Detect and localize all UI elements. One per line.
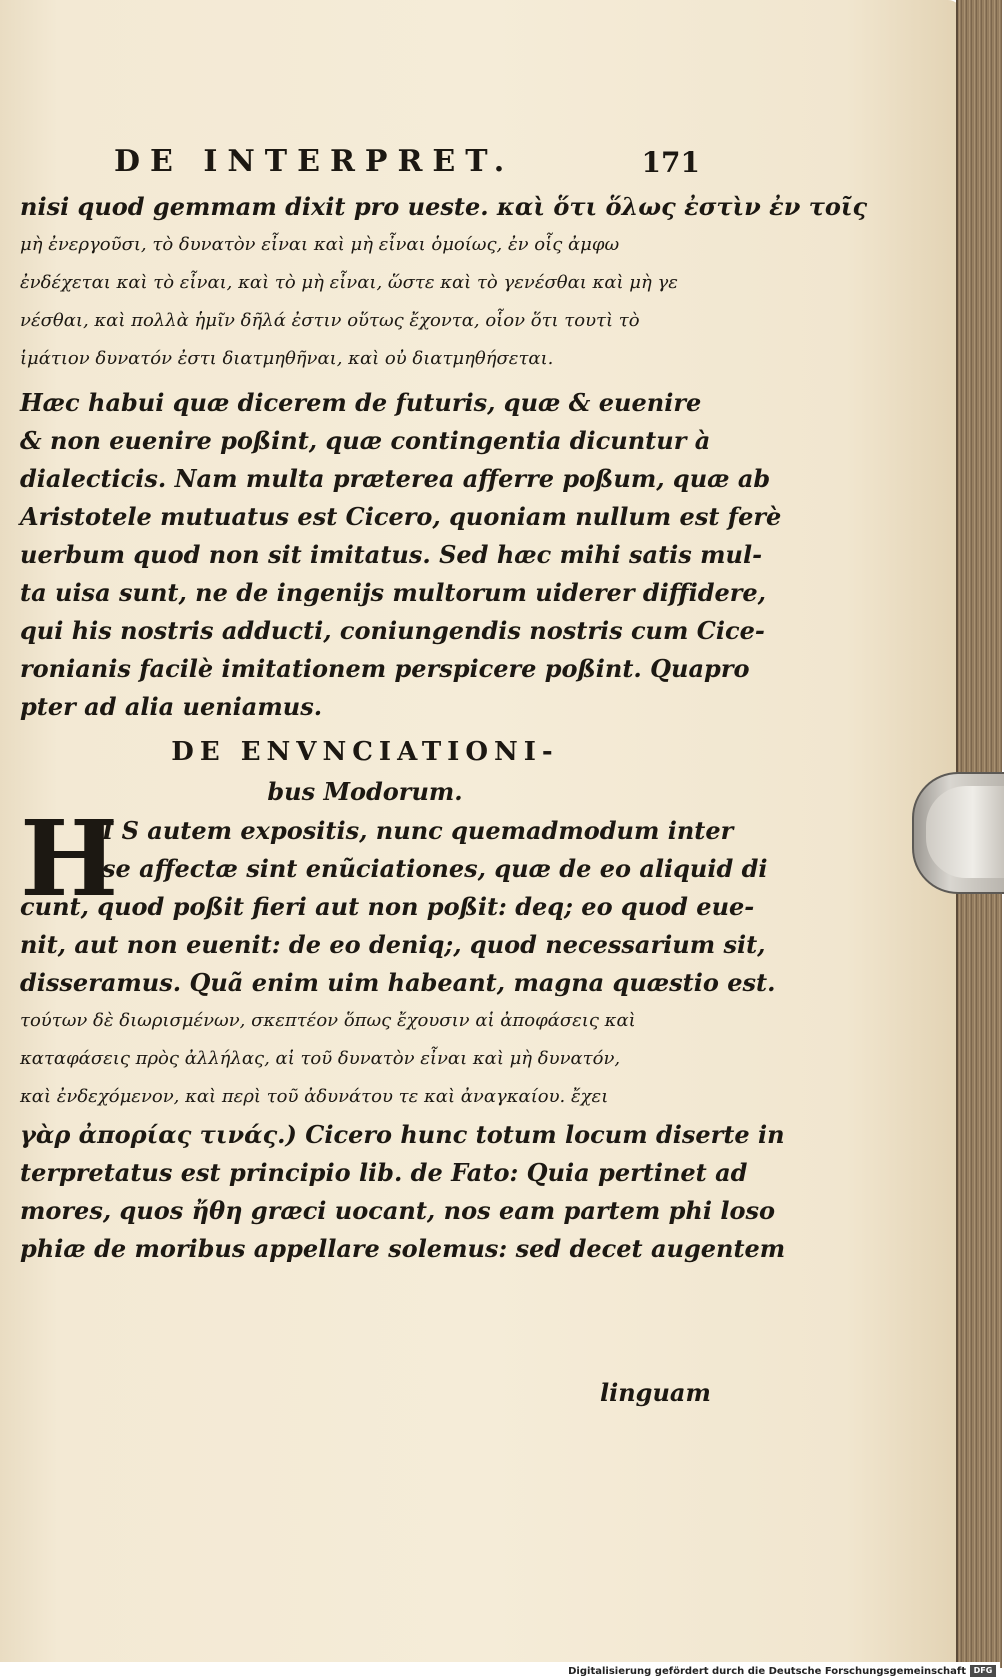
text-line: uerbum quod non sit imitatus. Sed hæc mihi satis mul- bbox=[20, 540, 763, 569]
text-line: qui his nostris adducti, coniungendis nostris cum Cice- bbox=[20, 616, 765, 645]
greek-line: καὶ ἐνδεχόμενον, καὶ περὶ τοῦ ἀδυνάτου τε καὶ ἀναγκαίου. ἔχει bbox=[20, 1086, 609, 1107]
text-line: disseramus. Quã enim uim habeant, magna quæstio est. bbox=[20, 968, 776, 997]
footer-bar bbox=[0, 1662, 1000, 1678]
text-line: & non euenire poßint, quæ contingentia dicuntur à bbox=[20, 426, 711, 455]
text-line: γὰρ ἀπορίας τινάς.) Cicero hunc totum locum diserte in bbox=[20, 1120, 785, 1149]
text-line: pter ad alia ueniamus. bbox=[20, 692, 323, 721]
text-line: phiæ de moribus appellare solemus: sed decet augentem bbox=[20, 1234, 786, 1263]
greek-line: ἐνδέχεται καὶ τὸ εἶναι, καὶ τὸ μὴ εἶναι, ὥστε καὶ τὸ γενέσθαι καὶ μὴ γε bbox=[20, 272, 678, 293]
greek-line: καταφάσεις πρὸς ἀλλήλας, αἱ τοῦ δυνατὸν εἶναι καὶ μὴ δυνατόν, bbox=[20, 1048, 621, 1069]
folio-number: 171 bbox=[641, 146, 700, 179]
greek-line: μὴ ἐνεργοῦσι, τὸ δυνατὸν εἶναι καὶ μὴ εἶναι ὁμοίως, ἐν οἷς ἀμφω bbox=[20, 234, 620, 255]
dfg-logo-icon: DFG bbox=[970, 1665, 996, 1677]
paragraph-3 bbox=[20, 797, 786, 1268]
running-head bbox=[20, 140, 710, 188]
greek-line: νέσθαι, καὶ πολλὰ ἡμῖν δῆλά ἐστιν οὕτως ἔχοντα, οἷον ὅτι τουτὶ τὸ bbox=[20, 310, 640, 331]
footer-credit: Digitalisierung gefördert durch die Deutsche Forschungsgemeinschaft bbox=[568, 1666, 966, 1677]
text-line: ronianis facilè imitationem perspicere poßint. Quapro bbox=[20, 654, 750, 683]
text-line: cunt, quod poßit fieri aut non poßit: deq; eo quod eue- bbox=[20, 892, 755, 921]
drop-cap-initial: H bbox=[20, 797, 119, 920]
text-line: se affectæ sint enũciationes, quæ de eo aliquid di bbox=[102, 854, 768, 883]
text-line: nit, aut non euenit: de eo deniq;, quod necessarium sit, bbox=[20, 930, 766, 959]
text-line: I S autem expositis, nunc quemadmodum inter bbox=[102, 816, 734, 845]
text-line: mores, quos ἤθη græci uocant, nos eam partem phi loso bbox=[20, 1196, 775, 1225]
text-line: terpretatus est principio lib. de Fato: Quia pertinet ad bbox=[20, 1158, 748, 1187]
paragraph-1 bbox=[20, 188, 868, 378]
text-line: Aristotele mutuatus est Cicero, quoniam nullum est ferè bbox=[20, 502, 782, 531]
text-line: Hæc habui quæ dicerem de futuris, quæ & euenire bbox=[20, 388, 702, 417]
greek-line: τούτων δὲ διωρισμένων, σκεπτέον ὅπως ἔχουσιν αἱ ἀποφάσεις καὶ bbox=[20, 1010, 636, 1031]
text-block bbox=[20, 140, 868, 1268]
greek-line: ἱμάτιον δυνατόν ἐστι διατμηθῆναι, καὶ οὐ διατμηθήσεται. bbox=[20, 348, 554, 369]
clasp-inner bbox=[926, 786, 1004, 878]
section-subheading: bus Modorum. bbox=[267, 777, 463, 806]
running-title: DE INTERPRET. bbox=[114, 144, 515, 179]
metal-clasp bbox=[912, 772, 1004, 894]
text-line: ta uisa sunt, ne de ingenijs multorum uiderer diffidere, bbox=[20, 578, 767, 607]
text-line: dialecticis. Nam multa præterea afferre poßum, quæ ab bbox=[20, 464, 771, 493]
section-heading: DE ENVNCIATIONI- bbox=[171, 737, 559, 767]
text-line: nisi quod gemmam dixit pro ueste. καὶ ὅτι ὅλως ἐστὶν ἐν τοῖς bbox=[20, 192, 868, 221]
catchword: linguam bbox=[600, 1378, 711, 1407]
paragraph-2 bbox=[20, 384, 782, 726]
